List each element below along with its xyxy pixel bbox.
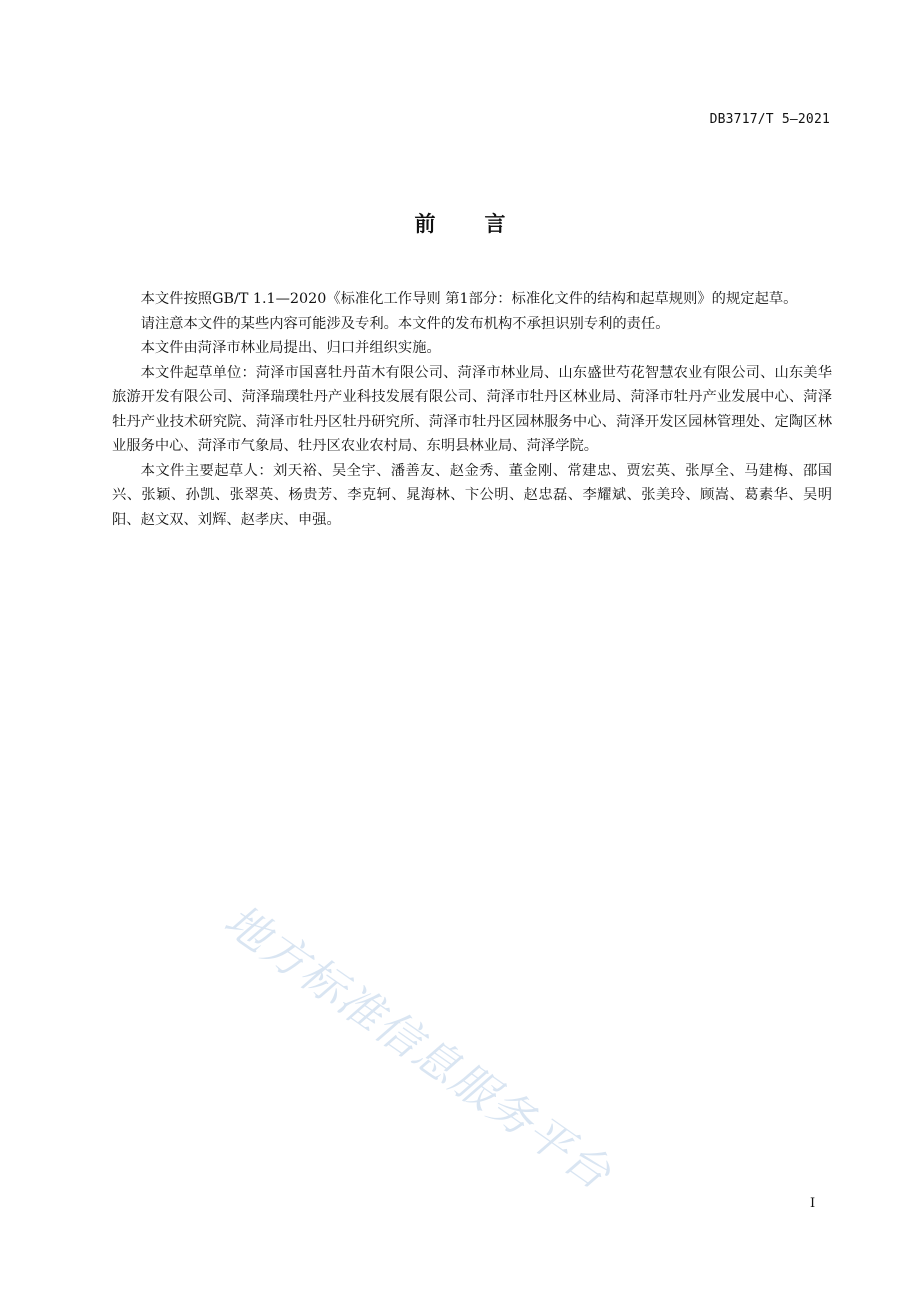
paragraph-drafting-units: 本文件起草单位：菏泽市国喜牡丹苗木有限公司、菏泽市林业局、山东盛世芍花智慧农业有限公司、山东美华旅游开发有限公司、菏泽瑞璞牡丹产业科技发展有限公司、菏泽市牡丹区林业局、菏泽市牡丹产业发展中心、菏泽牡丹产业技术研究院、菏泽市牡丹区牡丹研究所、菏泽市牡丹区园林服务中心、菏泽开发区园林管理处、定陶区林业服务中心、菏泽市气象局、牡丹区农业农村局、东明县林业局、菏泽学院。 xyxy=(112,364,832,454)
title-char-1: 前 xyxy=(414,212,436,236)
document-code: DB3717/T 5—2021 xyxy=(709,112,830,127)
watermark: 地方标准信息服务平台 xyxy=(214,894,621,1201)
paragraph-proposer: 本文件由菏泽市林业局提出、归口并组织实施。 xyxy=(140,340,441,356)
page-title xyxy=(0,208,920,238)
title-char-2: 言 xyxy=(484,212,506,236)
paragraph-patent-notice: 请注意本文件的某些内容可能涉及专利。本文件的发布机构不承担识别专利的责任。 xyxy=(140,315,670,332)
page-number: I xyxy=(810,1196,816,1211)
paragraph-drafting-rules: 本文件按照GB/T 1.1—2020《标准化工作导则 第1部分：标准化文件的结构和起草规则》的规定起草。 xyxy=(140,291,798,307)
foreword-body xyxy=(112,287,832,532)
paragraph-drafters: 本文件主要起草人：刘天裕、吴全宇、潘善友、赵金秀、董金刚、常建忠、贾宏英、张厚全、马建梅、邵国兴、张颖、孙凯、张翠英、杨贵芳、李克轲、晁海林、卞公明、赵忠磊、李耀斌、张美玲、顾嵩、葛素华、吴明阳、赵文双、刘辉、赵孝庆、申强。 xyxy=(112,462,832,528)
